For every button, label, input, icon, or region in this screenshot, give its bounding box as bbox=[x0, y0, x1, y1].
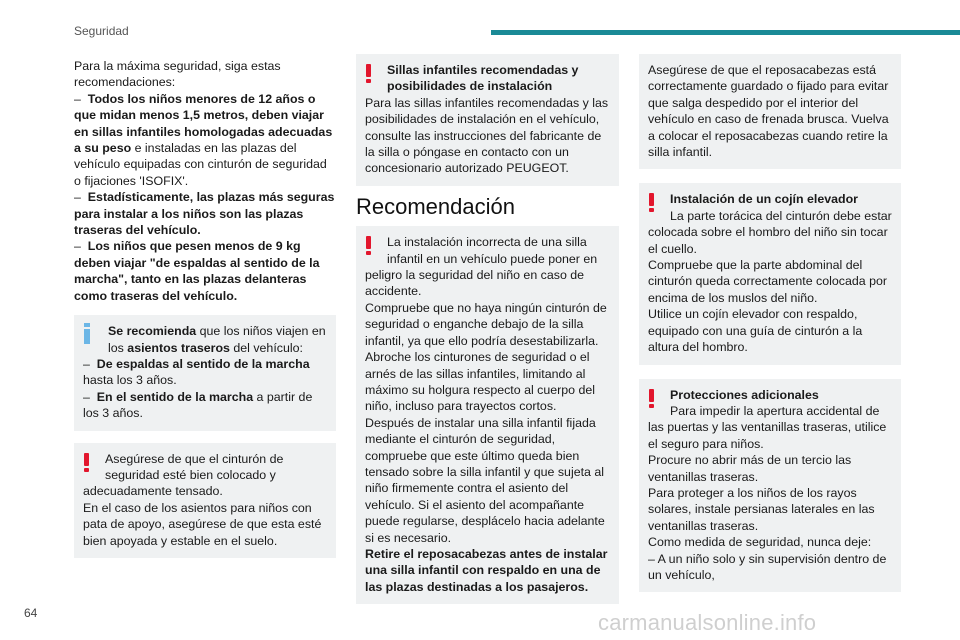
watermark: carmanualsonline.info bbox=[598, 610, 817, 635]
header-accent-bar bbox=[491, 30, 960, 35]
section-title: Seguridad bbox=[74, 24, 129, 38]
warning-icon bbox=[365, 64, 373, 83]
warning-icon bbox=[648, 193, 656, 212]
column-1 bbox=[74, 58, 336, 558]
headrest-box: Asegúrese de que el reposacabezas está correctamente guardado o fijado para evitar que salga despedido por el interior del vehículo en caso de frenada brusca. Vuelva a colocar el reposacabezas cuando retire la silla infantil. bbox=[639, 54, 901, 169]
info-box: Se recomienda que los niños viajen en los asientos traseros del vehículo: – De espaldas al sentido de la marcha hasta los 3 años. – En el sentido de la marcha a partir de los 3 años. bbox=[74, 315, 336, 430]
info-icon bbox=[84, 323, 92, 344]
bullet-2: – Estadísticamente, las plazas más seguras para instalar a los niños son las plazas traseras del vehículo. bbox=[74, 190, 335, 238]
warning-box-child-seats: Sillas infantiles recomendadas y posibilidades de instalación Para las sillas infantiles recomendadas y las posibilidades de instalación en el vehículo, consulte las instrucciones del fabricante de la silla o póngase en contacto con un concesionario autorizado PEUGEOT. bbox=[356, 54, 619, 186]
warning-box-installation: La instalación incorrecta de una silla infantil en un vehículo puede poner en peligro la seguridad del niño en caso de accidente. Compruebe que no haya ningún cinturón de seguridad o enganche debajo de la silla infantil, ya que ello podría desestabilizarla. Abroche los cinturones de seguridad o el arnés de las sillas infantiles, limitando al máximo su holgura respecto al cuerpo del niño, incluso para trayectos cortos. Después de instalar una silla infantil fijada mediante el cinturón de seguridad, compruebe que este último queda bien tensado sobre la silla infantil y que sujeta al niño firmemente contra el asiento del vehículo. Si el asiento del acompañante puede regularse, desplácelo hacia adelante si es necesario. Retire el reposacabezas antes de instalar una silla infantil con respaldo en una de las plazas destinadas a los pasajeros. bbox=[356, 226, 619, 604]
column-3 bbox=[639, 54, 901, 592]
warning-box-booster: Instalación de un cojín elevador La parte torácica del cinturón debe estar colocada sobre el hombro del niño sin tocar el cuello. Compruebe que la parte abdominal del cinturón queda correctamente colocada por encima de los muslos del niño. Utilice un cojín elevador con respaldo, equipado con una guía de cinturón a la altura del hombro. bbox=[639, 183, 901, 364]
intro-text: Para la máxima seguridad, siga estas recomendaciones: bbox=[74, 59, 281, 90]
bullet-3: – Los niños que pesen menos de 9 kg deben viajar "de espaldas al sentido de la marcha", tanto en las plazas delanteras como traseras del vehículo. bbox=[74, 239, 320, 303]
warning-box-seatbelt: Asegúrese de que el cinturón de seguridad esté bien colocado y adecuadamente tensado. En el caso de los asientos para niños con pata de apoyo, asegúrese de que esta esté bien apoyada y estable en el suelo. bbox=[74, 443, 336, 558]
bullet-1: – Todos los niños menores de 12 años o que midan menos 1,5 metros, deben viajar en sillas infantiles homologadas adecuadas a su peso e instaladas en las plazas del vehículo equipadas con cinturón de seguridad o fijaciones 'ISOFIX'. bbox=[74, 91, 333, 188]
section-heading: Recomendación bbox=[356, 193, 515, 219]
warning-box-protections: Protecciones adicionales Para impedir la apertura accidental de las puertas y las ventanillas traseras, utilice el seguro para niños. Procure no abrir más de un tercio las ventanillas traseras. Para proteger a los niños de los rayos solares, instale persianas laterales en las ventanillas traseras. Como medida de seguridad, nunca deje: – A un niño solo y sin supervisión dentro de un vehículo, bbox=[639, 379, 901, 593]
warning-icon bbox=[365, 236, 373, 255]
column-2 bbox=[356, 54, 619, 604]
page-number: 64 bbox=[24, 606, 38, 620]
warning-icon bbox=[648, 389, 656, 408]
warning-icon bbox=[83, 453, 91, 472]
